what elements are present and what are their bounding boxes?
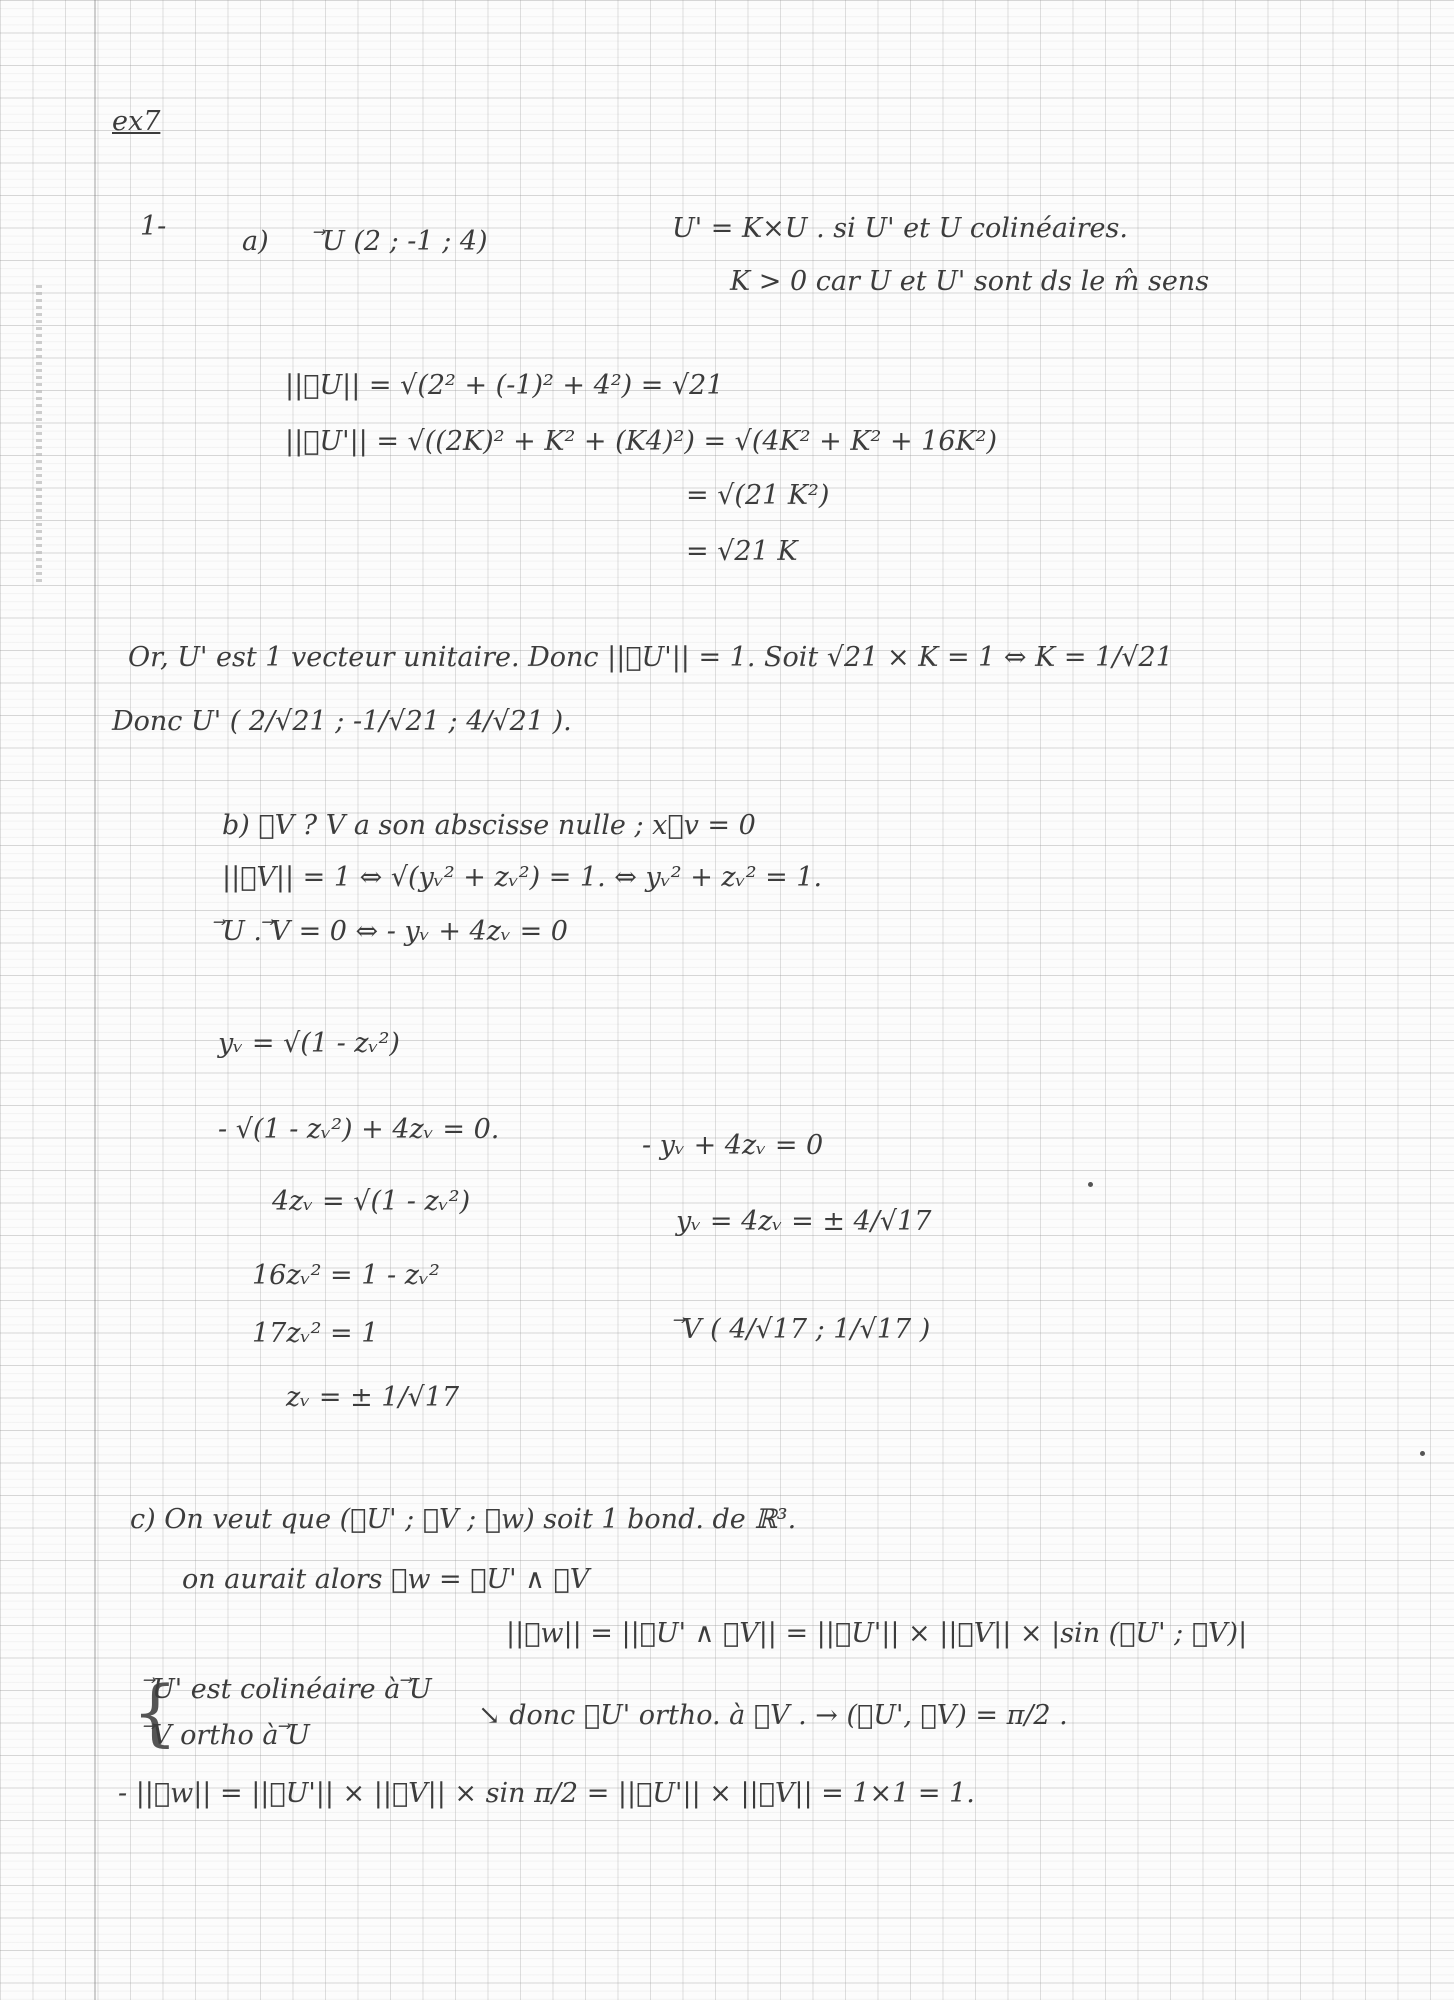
norm-step-1: = √(21 K²)	[686, 480, 830, 511]
part-b-heading: b) ⃗V ? V a son abscisse nulle ; x⃗v = 0	[222, 810, 756, 841]
final-norm: - ||⃗w|| = ||⃗U'|| × ||⃗V|| × sin π/2 = ||⃗U'|| × ||⃗V|| = 1×1 = 1.	[118, 1778, 975, 1809]
norm-step-2: = √21 K	[686, 536, 798, 567]
colinear-note: U' = K×U . si U' et U colinéaires.	[672, 213, 1128, 244]
part-c-line-2: on aurait alors ⃗w = ⃗U' ∧ ⃗V	[182, 1564, 590, 1595]
norm-u: ||⃗U|| = √(2² + (-1)² + 4²) = √21	[285, 370, 724, 401]
norm-u-prime: ||⃗U'|| = √((2K)² + K² + (K4)²) = √(4K² + K² + 16K²)	[285, 426, 998, 457]
v-result: ⃗V ( 4/√17 ; 1/√17 )	[682, 1314, 931, 1345]
ink-dot	[1088, 1182, 1093, 1187]
ink-dot	[1420, 1451, 1425, 1456]
angle-conclusion: ↘ donc ⃗U' ortho. à ⃗V . → (⃗U', ⃗V) = π/2 .	[478, 1700, 1068, 1731]
solve-step-4: zᵥ = ± 1/√17	[286, 1382, 460, 1413]
vector-u: ⃗U (2 ; -1 ; 4)	[322, 226, 488, 257]
margin-line	[94, 0, 96, 2000]
k-positive-note: K > 0 car U et U' sont ds le m̂ sens	[730, 266, 1210, 297]
unit-vector-line: Or, U' est 1 vecteur unitaire. Donc ||⃗U'|| = 1. Soit √21 × K = 1 ⇔ K = 1/√21	[128, 642, 1173, 673]
yv-value: yᵥ = 4zᵥ = ± 4/√17	[676, 1206, 932, 1237]
exercise-title: ex7	[112, 106, 161, 137]
binder-holes	[36, 285, 42, 585]
solve-step-3: 17zᵥ² = 1	[252, 1318, 379, 1349]
question-number: 1-	[140, 211, 167, 242]
part-c-line-3: ||⃗w|| = ||⃗U' ∧ ⃗V|| = ||⃗U'|| × ||⃗V|| × |sin (⃗U' ; ⃗V)|	[506, 1618, 1248, 1649]
solve-step-1: 4zᵥ = √(1 - zᵥ²)	[272, 1186, 471, 1217]
yv-relation: - yᵥ + 4zᵥ = 0	[642, 1130, 824, 1161]
norm-v-equation: ||⃗V|| = 1 ⇔ √(yᵥ² + zᵥ²) = 1. ⇔ yᵥ² + zᵥ² = 1.	[222, 862, 823, 893]
dot-product-equation: ⃗U . ⃗V = 0 ⇔ - yᵥ + 4zᵥ = 0	[222, 916, 568, 947]
colinear-statement: ⃗U' est colinéaire à ⃗U	[152, 1674, 432, 1705]
part-a-label: a)	[242, 226, 269, 257]
part-c-line-1: c) On veut que (⃗U' ; ⃗V ; ⃗w) soit 1 bond. de ℝ³.	[130, 1504, 797, 1535]
ortho-statement: ⃗V ortho à ⃗U	[152, 1720, 310, 1751]
substitution: - √(1 - zᵥ²) + 4zᵥ = 0.	[218, 1114, 500, 1145]
curly-brace: {	[132, 1670, 178, 1754]
yv-expression: yᵥ = √(1 - zᵥ²)	[218, 1028, 400, 1059]
u-prime-result: Donc U' ( 2/√21 ; -1/√21 ; 4/√21 ).	[112, 706, 572, 737]
solve-step-2: 16zᵥ² = 1 - zᵥ²	[252, 1260, 440, 1291]
